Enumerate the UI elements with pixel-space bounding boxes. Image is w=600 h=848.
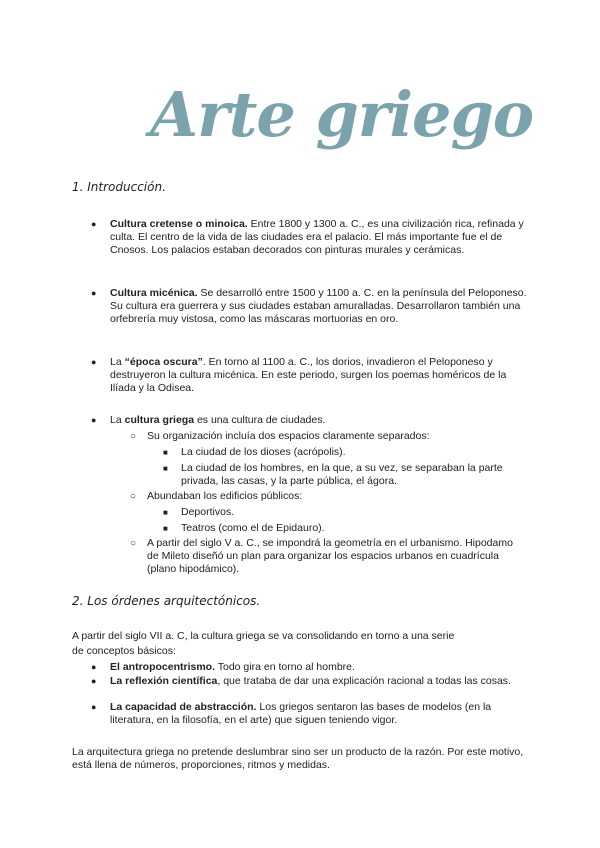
list-item-epoca-oscura xyxy=(110,356,530,395)
bullet-dot: ● xyxy=(91,662,97,672)
item-prefix: La xyxy=(110,356,125,368)
subsublist-item-teatros: Teatros (como el de Epidauro). xyxy=(181,522,325,534)
list-item-abstraccion xyxy=(110,701,530,727)
section-heading-introduccion: 1. Introducción. xyxy=(72,180,166,194)
bullet-square: ■ xyxy=(163,524,168,533)
item-bold: La capacidad de abstracción. xyxy=(110,701,257,713)
item-text: Entre 1800 y 1300 a. C., es una civilización rica, refinada y culta. El centro de la vida de las ciudades era el palacio. El más importante fue el de Cnosos. Los palacios estaban decorados con pinturas murales y cerámicas. xyxy=(110,218,524,256)
bullet-circle: ○ xyxy=(130,431,137,442)
item-text: . En torno al 1100 a. C., los dorios, invadieron el Peloponeso y destruyeron la cultura micénica. En este periodo, surgen los poemas homéricos de la Ilíada y la Odisea. xyxy=(110,356,507,394)
page-title: Arte griego xyxy=(150,78,534,151)
item-bold: La reflexión científica xyxy=(110,675,218,687)
list-item-antropocentrismo xyxy=(110,661,530,674)
subsublist-item-agora: La ciudad de los hombres, en la que, a su vez, se separaban la parte privada, las casas, y la parte pública, el ágora. xyxy=(181,462,503,487)
bullet-dot: ● xyxy=(91,415,97,425)
section-heading-ordenes: 2. Los órdenes arquitectónicos. xyxy=(72,594,261,608)
sublist-item-geometria: A partir del siglo V a. C., se impondrá la geometría en el urbanismo. Hipodamo de Mileto diseñó un plan para organizar los espacios urbanos en cuadrícula (plano hipodámico). xyxy=(147,537,513,575)
bullet-square: ■ xyxy=(163,448,168,457)
item-bold: Cultura cretense o minoica. xyxy=(110,218,248,230)
sublist-item-organizacion: Su organización incluía dos espacios claramente separados: xyxy=(147,430,430,442)
item-bold: Cultura micénica. xyxy=(110,287,198,299)
subsublist-item-acropolis: La ciudad de los dioses (acrópolis). xyxy=(181,446,346,458)
intro-line-2: de conceptos básicos: xyxy=(72,645,176,657)
list-item-cultura-griega xyxy=(110,414,530,427)
item-bold: El antropocentrismo. xyxy=(110,661,216,673)
subsublist-item-deportivos: Deportivos. xyxy=(181,506,235,518)
bullet-circle: ○ xyxy=(130,491,137,502)
item-text: es una cultura de ciudades. xyxy=(194,414,326,426)
list-item-cultura-micenica xyxy=(110,287,530,326)
item-text: Los griegos sentaron las bases de modelos (en la literatura, en la filosofía, en el arte) que siguen teniendo vigor. xyxy=(110,701,492,726)
bullet-square: ■ xyxy=(163,508,168,517)
intro-line-1: A partir del siglo VII a. C, la cultura griega se va consolidando en torno a una serie xyxy=(72,630,455,642)
bullet-dot: ● xyxy=(91,357,97,367)
list-item-reflexion xyxy=(110,675,530,688)
bullet-dot: ● xyxy=(91,676,97,686)
item-bold: cultura griega xyxy=(124,414,195,426)
bullet-dot: ● xyxy=(91,219,97,229)
item-text: , que trataba de dar una explicación racional a todas las cosas. xyxy=(217,675,511,687)
item-text: Todo gira en torno al hombre. xyxy=(215,661,355,673)
item-prefix: La xyxy=(110,414,125,426)
item-bold: “época oscura” xyxy=(124,356,203,368)
sublist-item-edificios: Abundaban los edificios públicos: xyxy=(147,490,303,502)
list-item-cultura-cretense xyxy=(110,218,530,257)
item-text: Se desarrolló entre 1500 y 1100 a. C. en la península del Peloponeso. Su cultura era guerrera y sus ciudades estaban amuralladas. Desarrollaron también una orfebrería muy vistosa, como las máscaras mortuorias en oro. xyxy=(110,287,527,325)
bullet-dot: ● xyxy=(91,288,97,298)
bullet-dot: ● xyxy=(91,702,97,712)
bullet-circle: ○ xyxy=(130,538,137,549)
closing-paragraph: La arquitectura griega no pretende deslumbrar sino ser un producto de la razón. Por este motivo, está llena de números, proporciones, ritmos y medidas. xyxy=(72,746,524,771)
bullet-square: ■ xyxy=(163,464,168,473)
